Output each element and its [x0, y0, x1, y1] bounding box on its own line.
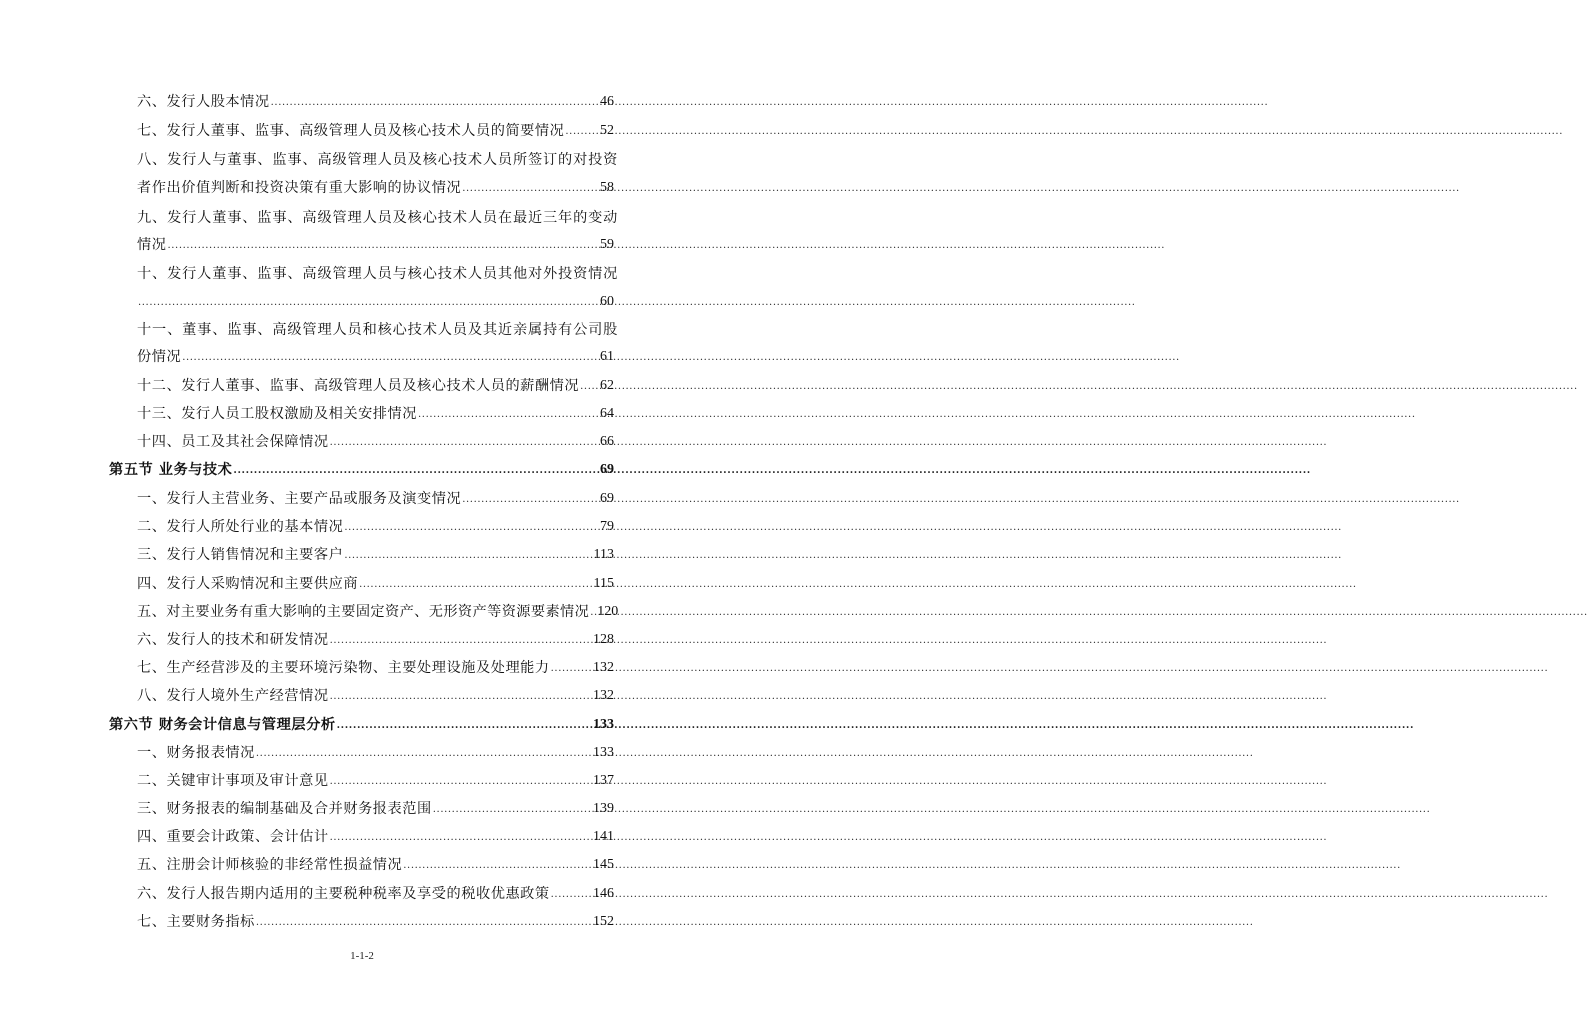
toc-entry-continuation[interactable]: [137, 171, 614, 197]
toc-entry-title: 六、发行人股本情况: [137, 94, 270, 110]
dot-leader: [551, 889, 592, 901]
toc-entry-page: 58: [600, 180, 614, 195]
toc-entry-title: 十、发行人董事、监事、高级管理人员与核心技术人员其他对外投资情况: [137, 266, 619, 282]
toc-entry[interactable]: [137, 820, 614, 846]
section-heading-page: 133: [593, 717, 614, 732]
dot-leader: [233, 465, 599, 477]
toc-entry-page: 132: [593, 660, 614, 675]
toc-entry-continuation[interactable]: [137, 340, 614, 366]
toc-entry[interactable]: [137, 425, 614, 451]
toc-entry-title: 二、关键审计事项及审计意见: [137, 773, 329, 789]
toc-entry-page: 46: [600, 94, 614, 109]
dot-leader: [344, 522, 599, 534]
toc-entry[interactable]: [137, 764, 614, 790]
toc-entry[interactable]: [137, 567, 614, 593]
section-heading-page: 69: [600, 462, 614, 477]
dot-leader: [403, 860, 592, 872]
dot-leader: [344, 550, 592, 562]
dot-leader: [182, 352, 599, 364]
toc-entry[interactable]: [137, 651, 614, 677]
toc-entry-page: 128: [593, 632, 614, 647]
toc-entry-page: 132: [593, 688, 614, 703]
dot-leader: [167, 240, 599, 252]
toc-entry[interactable]: [137, 848, 614, 874]
page-number: 1-1-2: [350, 950, 374, 962]
toc-entry-continuation-text: 份情况: [137, 349, 182, 365]
toc-entry-title: 十一、董事、监事、高级管理人员和核心技术人员及其近亲属持有公司股: [137, 322, 619, 338]
dot-leader: [330, 635, 592, 647]
toc-entry-title: 三、发行人销售情况和主要客户: [137, 547, 344, 563]
dot-leader: [271, 97, 599, 109]
toc-entry-title: 九、发行人董事、监事、高级管理人员及核心技术人员在最近三年的变动: [137, 210, 619, 226]
dot-leader: [433, 804, 592, 816]
toc-entry-page: 120: [597, 604, 619, 619]
toc-entry-title: 七、发行人董事、监事、高级管理人员及核心技术人员的简要情况: [137, 123, 565, 139]
toc-entry[interactable]: [137, 679, 614, 705]
toc-entry[interactable]: [137, 85, 614, 111]
dot-leader: [330, 691, 592, 703]
toc-entry-title: 十四、员工及其社会保障情况: [137, 434, 329, 450]
toc-entry-page: 146: [593, 886, 614, 901]
toc-entry[interactable]: [137, 369, 614, 395]
toc-entry-first-line[interactable]: [137, 313, 617, 339]
toc-entry[interactable]: [137, 538, 614, 564]
toc-entry-title: 八、发行人与董事、监事、高级管理人员及核心技术人员所签订的对投资: [137, 152, 619, 168]
dot-leader: [330, 437, 599, 449]
toc-entry-page: 59: [600, 237, 614, 252]
dot-leader: [565, 126, 599, 138]
toc-entry-first-line[interactable]: [137, 143, 617, 169]
toc-entry[interactable]: [137, 792, 614, 818]
table-of-contents: [0, 0, 724, 1024]
toc-entry-page: 69: [600, 491, 614, 506]
section-heading-title: 第五节 业务与技术: [109, 462, 233, 478]
toc-entry[interactable]: [137, 623, 614, 649]
dot-leader: [580, 381, 599, 393]
toc-entry-title: 五、对主要业务有重大影响的主要固定资产、无形资产等资源要素情况: [137, 604, 590, 620]
toc-entry[interactable]: [137, 114, 614, 140]
toc-entry-continuation[interactable]: [137, 285, 614, 311]
toc-entry-title: 一、发行人主营业务、主要产品或服务及演变情况: [137, 491, 462, 507]
dot-leader: [256, 917, 592, 929]
toc-entry-first-line[interactable]: [137, 201, 617, 227]
toc-entry[interactable]: [137, 736, 614, 762]
section-heading-title: 第六节 财务会计信息与管理层分析: [109, 717, 336, 733]
toc-entry-page: 52: [600, 123, 614, 138]
toc-entry-title: 二、发行人所处行业的基本情况: [137, 519, 344, 535]
toc-entry-page: 66: [600, 434, 614, 449]
toc-entry-first-line[interactable]: [137, 257, 617, 283]
toc-entry[interactable]: [137, 397, 614, 423]
toc-entry-continuation[interactable]: [137, 228, 614, 254]
dot-leader: [359, 579, 592, 591]
dot-leader: [590, 607, 596, 619]
toc-entry-title: 八、发行人境外生产经营情况: [137, 688, 329, 704]
dot-leader: [418, 409, 599, 421]
toc-entry-page: 133: [593, 745, 614, 760]
dot-leader: [330, 832, 592, 844]
toc-entry-page: 79: [600, 519, 614, 534]
toc-entry-title: 六、发行人的技术和研发情况: [137, 632, 329, 648]
toc-entry-title: 七、主要财务指标: [137, 914, 255, 930]
dot-leader: [330, 776, 592, 788]
dot-leader: [551, 663, 592, 675]
toc-entry-title: 十三、发行人员工股权激励及相关安排情况: [137, 406, 418, 422]
dot-leader: [337, 720, 592, 732]
toc-entry-page: 152: [593, 914, 614, 929]
dot-leader: [462, 183, 599, 195]
toc-section-heading[interactable]: [109, 708, 614, 734]
toc-entry-page: 137: [593, 773, 614, 788]
toc-entry-page: 141: [593, 829, 614, 844]
toc-entry-page: 113: [593, 547, 614, 562]
toc-entry-title: 一、财务报表情况: [137, 745, 255, 761]
toc-entry[interactable]: [137, 595, 619, 621]
toc-entry-page: 139: [593, 801, 614, 816]
toc-entry-page: 115: [593, 576, 614, 591]
toc-entry-page: 145: [593, 857, 614, 872]
dot-leader: [462, 494, 599, 506]
toc-entry-title: 三、财务报表的编制基础及合并财务报表范围: [137, 801, 432, 817]
toc-entry-title: 五、注册会计师核验的非经常性损益情况: [137, 857, 403, 873]
toc-entry-title: 四、发行人采购情况和主要供应商: [137, 576, 359, 592]
toc-entry-page: 61: [600, 349, 614, 364]
toc-entry-title: 七、生产经营涉及的主要环境污染物、主要处理设施及处理能力: [137, 660, 550, 676]
toc-entry-continuation-text: 情况: [137, 237, 167, 253]
toc-entry[interactable]: [137, 905, 614, 931]
toc-entry-title: 六、发行人报告期内适用的主要税种税率及享受的税收优惠政策: [137, 886, 550, 902]
toc-entry-title: 十二、发行人董事、监事、高级管理人员及核心技术人员的薪酬情况: [137, 378, 580, 394]
dot-leader: [138, 297, 599, 309]
toc-entry-page: 62: [600, 378, 614, 393]
toc-entry[interactable]: [137, 510, 614, 536]
toc-entry[interactable]: [137, 877, 614, 903]
toc-entry-page: 60: [600, 294, 614, 309]
toc-entry-continuation-text: 者作出价值判断和投资决策有重大影响的协议情况: [137, 180, 462, 196]
toc-entry[interactable]: [137, 482, 614, 508]
toc-section-heading[interactable]: [109, 453, 614, 479]
dot-leader: [256, 748, 592, 760]
toc-entry-page: 64: [600, 406, 614, 421]
toc-entry-title: 四、重要会计政策、会计估计: [137, 829, 329, 845]
